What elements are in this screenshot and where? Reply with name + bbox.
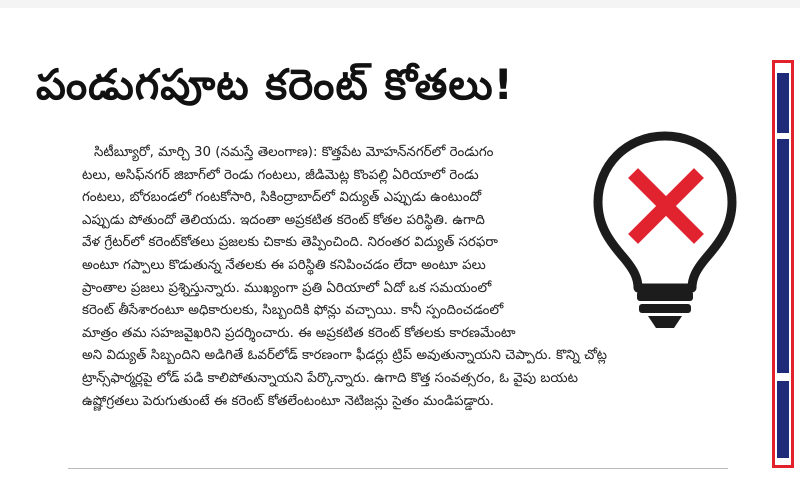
bulb-tip — [648, 316, 682, 328]
side-panel — [777, 73, 789, 458]
headline: పండుగపూట కరెంట్ కోతలు! — [36, 60, 514, 109]
side-panel-frame — [772, 60, 794, 468]
light-bulb-icon — [590, 128, 740, 333]
article-line: కరెంట్ తీసేశారంటూ అధికారులకు, సిబ్బందికి ఫోన్లు వచ్చాయి. కానీ స్పందించడంలో — [82, 303, 504, 319]
article-line: ఎప్పుడు పోతుందో తెలియదు. ఇదంతా అప్రకటిత కరెంట్ కోతల పరిస్థితి. ఉగాది — [82, 212, 485, 228]
page-top-strip — [0, 0, 800, 8]
bulb-base-ring-1 — [637, 291, 693, 301]
article-line: టలు, అసిఫ్‌నగర్ జిబాగ్‌లో రెండు గంటలు, జీడిమెట్ల కొంపల్లి ఏరియాలో రెండు — [82, 167, 479, 183]
article-line: ట్రాన్స్‌ఫార్మర్లపై లోడ్ పడి కాలిపోతున్నాయని పేర్కొన్నారు. ఉగాది కొత్త సంవత్సరం, ఓ వైపు బయట — [82, 370, 578, 386]
side-panel-band — [777, 373, 789, 381]
bottom-divider — [68, 468, 728, 469]
article-line: గంటలు, బోరబండలో గంటకోసారి, సికింద్రాబాద్‌లో విద్యుత్ ఎప్పుడు ఉంటుందో — [82, 190, 482, 206]
article-line: మాత్రం తమ సహజవైఖరిని ప్రదర్శించారు. ఈ అప్రకటిత కరెంట్ కోతలకు కారణమేంటా — [82, 325, 516, 341]
article-line: ఉష్ణోగ్రతలు పెరుగుతుంటే ఈ కరెంట్ కోతలేంటంటూ నెటిజన్లు సైతం మండిపడ్డారు. — [82, 393, 494, 409]
article-line: వేళ గ్రేటర్‌లో కరెంట్‌కోతలు ప్రజలకు చికాకు తెప్పించింది. నిరంతర విద్యుత్ సరఫరా — [82, 235, 498, 251]
article-line: ప్రాంతాల ప్రజలు ప్రశ్నిస్తున్నారు. ముఖ్యంగా ప్రతి ఏరియాలో ఏదో ఒక సమయంలో — [82, 280, 492, 296]
article-line: అని విద్యుత్ సిబ్బందిని అడిగితే ఓవర్‌లోడ్ కారణంగా ఫీడర్లు ట్రిప్ అవుతున్నాయని చెప్పారు. కొన్ని చోట్ల — [82, 348, 607, 364]
article-line: సిటీబ్యూరో, మార్చి 30 (నమస్తే తెలంగాణ): కొత్తపేట మోహన్‌నగర్‌లో రెండుగం — [94, 145, 494, 160]
bulb-base-ring-2 — [639, 304, 691, 313]
article-line: అంటూ గప్పాలు కొడుతున్న నేతలకు ఈ పరిస్థితి కనిపించడం లేదా అంటూ పలు — [82, 257, 486, 273]
side-panel-band — [777, 133, 789, 139]
